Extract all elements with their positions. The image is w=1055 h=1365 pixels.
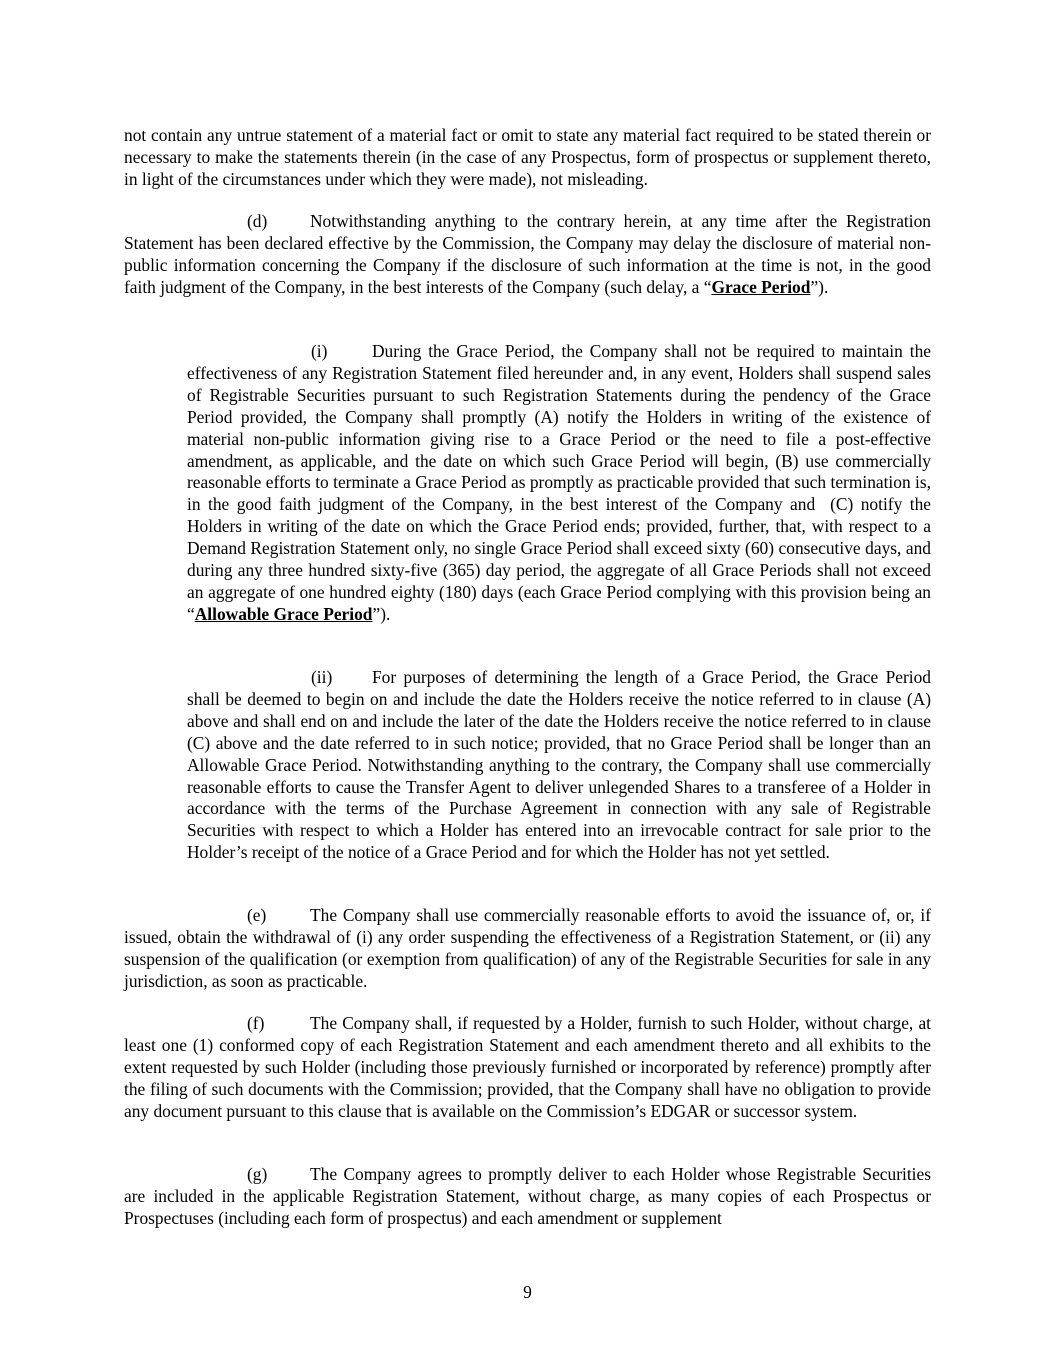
paragraph-f	[124, 1013, 931, 1123]
paragraph-text: The Company shall, if requested by a Holder, furnish to such Holder, without charge, at least one (1) conformed copy of each Registration Statement and each amendment thereto and all exhibits to the extent requested by such Holder (including those previously furnished or incorporated by reference) promptly after the filing of such documents with the Commission; provided, that the Company shall have no obligation to provide any document pursuant to this clause that is available on the Commission’s EDGAR or successor system.	[124, 1013, 931, 1121]
section-marker: (ii)	[311, 667, 333, 687]
paragraph-text: During the Grace Period, the Company shall not be required to maintain the effectiveness of any Registration Statement filed hereunder and, in any event, Holders shall suspend sales of Registrable Securities pursuant to such Registration Statements during the pendency of the Grace Period provided, the Company shall promptly (A) notify the Holders in writing of the existence of material non-public information giving rise to a Grace Period or the need to file a post-effective amendment, as applicable, and the date on which such Grace Period will begin, (B) use commercially reasonable efforts to terminate a Grace Period as promptly as practicable provided that such termination is, in the good faith judgment of the Company, in the best interest of the Company and (C) notify the Holders in writing of the date on which the Grace Period ends; provided, further, that, with respect to a Demand Registration Statement only, no single Grace Period shall exceed sixty (60) consecutive days, and during any three hundred sixty-five (365) day period, the aggregate of all Grace Periods shall not exceed an aggregate of one hundred eighty (180) days (each Grace Period complying with this provision being an “	[187, 341, 931, 624]
defined-term-grace-period: Grace Period	[711, 276, 811, 297]
defined-term-allowable-grace-period: Allowable Grace Period	[194, 603, 373, 624]
paragraph-g	[124, 1164, 931, 1230]
section-marker: (i)	[311, 341, 328, 361]
paragraph-text: The Company agrees to promptly deliver to each Holder whose Registrable Securities are included in the applicable Registration Statement, without charge, as many copies of each Prospectus or Prospectuses (including each form of prospectus) and each amendment or supplement	[124, 1164, 931, 1228]
paragraph-text-end: ”).	[810, 276, 829, 297]
paragraph-d-i	[187, 341, 931, 626]
paragraph-text-end: ”).	[372, 603, 391, 624]
paragraph-continuation	[124, 125, 931, 191]
paragraph-text: For purposes of determining the length of a Grace Period, the Grace Period shall be deemed to begin on and include the date the Holders receive the notice referred to in clause (A) above and shall end on and include the later of the date the Holders receive the notice referred to in clause (C) above and the date referred to in such notice; provided, that no Grace Period shall be longer than an Allowable Grace Period. Notwithstanding anything to the contrary, the Company shall use commercially reasonable efforts to cause the Transfer Agent to deliver unlegended Shares to a transferee of a Holder in accordance with the terms of the Purchase Agreement in connection with any sale of Registrable Securities with respect to which a Holder has entered into an irrevocable contract for sale prior to the Holder’s receipt of the notice of a Grace Period and for which the Holder has not yet settled.	[187, 667, 931, 863]
section-marker: (f)	[247, 1013, 265, 1033]
paragraph-d	[124, 211, 931, 299]
paragraph-text: not contain any untrue statement of a material fact or omit to state any material fact required to be stated therein or necessary to make the statements therein (in the case of any Prospectus, form of prospectus or supplement thereto, in light of the circumstances under which they were made), not misleading.	[124, 125, 931, 189]
paragraph-text: Notwithstanding anything to the contrary herein, at any time after the Registration Statement has been declared effective by the Commission, the Company may delay the disclosure of material non-public information concerning the Company if the disclosure of such information at the time is not, in the good faith judgment of the Company, in the best interests of the Company (such delay, a “	[124, 211, 931, 297]
paragraph-d-ii	[187, 667, 931, 864]
paragraph-e	[124, 905, 931, 993]
section-marker: (e)	[247, 905, 267, 925]
paragraph-text: The Company shall use commercially reasonable efforts to avoid the issuance of, or, if issued, obtain the withdrawal of (i) any order suspending the effectiveness of a Registration Statement, or (ii) any suspension of the qualification (or exemption from qualification) of any of the Registrable Securities for sale in any jurisdiction, as soon as practicable.	[124, 905, 931, 991]
page-number: 9	[523, 1282, 532, 1302]
section-marker: (d)	[247, 211, 268, 231]
section-marker: (g)	[247, 1164, 268, 1184]
